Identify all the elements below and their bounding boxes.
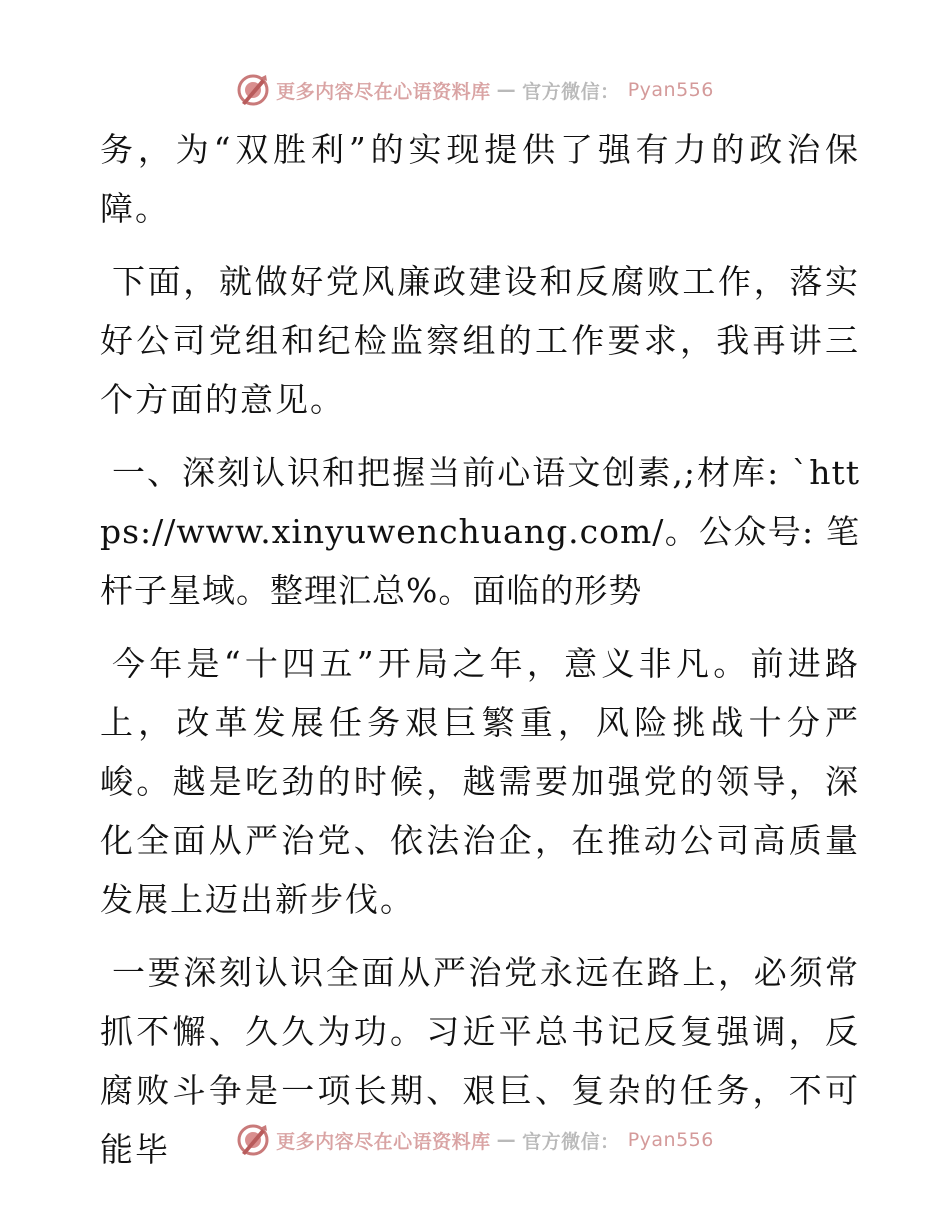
paragraph-2: 下面，就做好党风廉政建设和反腐败工作，落实好公司党组和纪检监察组的工作要求，我再讲三个方面的意见。 <box>100 262 860 419</box>
footer-watermark-sub: 官方微信： <box>522 1130 620 1153</box>
header-watermark-id: Pyan556 <box>627 79 714 101</box>
paragraph-4: 今年是“十四五”开局之年，意义非凡。前进路上，改革发展任务艰巨繁重，风险挑战十分严峻。越是吃劲的时候，越需要加强党的领导，深化全面从严治党、依法治企，在推动公司高质量发展上迈出新步伐。 <box>100 644 860 919</box>
header-watermark-dash: — <box>496 79 517 101</box>
paragraph-1: 务，为“双胜利”的实现提供了强有力的政治保障。 <box>100 130 860 228</box>
footer-watermark-dash: — <box>496 1129 517 1151</box>
paragraph-3: 一、深刻认识和把握当前心语文创素,;材库: `https://www.xinyuwenchuang.com/。公众号: 笔杆子星域。整理汇总%。面临的形势 <box>100 453 860 610</box>
header-watermark-sub: 官方微信： <box>522 80 620 103</box>
header-watermark-main: 更多内容尽在心语资料库 <box>276 80 491 103</box>
quill-seal-logo-icon <box>236 1123 270 1157</box>
quill-seal-logo-icon <box>236 73 270 107</box>
footer-watermark <box>0 1120 950 1160</box>
document-body <box>100 120 860 1193</box>
header-watermark <box>0 70 950 110</box>
paragraph-5: 一要深刻认识全面从严治党永远在路上，必须常抓不懈、久久为功。习近平总书记反复强调，反腐败斗争是一项长期、艰巨、复杂的任务，不可能毕 <box>100 953 860 1169</box>
footer-watermark-id: Pyan556 <box>627 1129 714 1151</box>
footer-watermark-main: 更多内容尽在心语资料库 <box>276 1130 491 1153</box>
